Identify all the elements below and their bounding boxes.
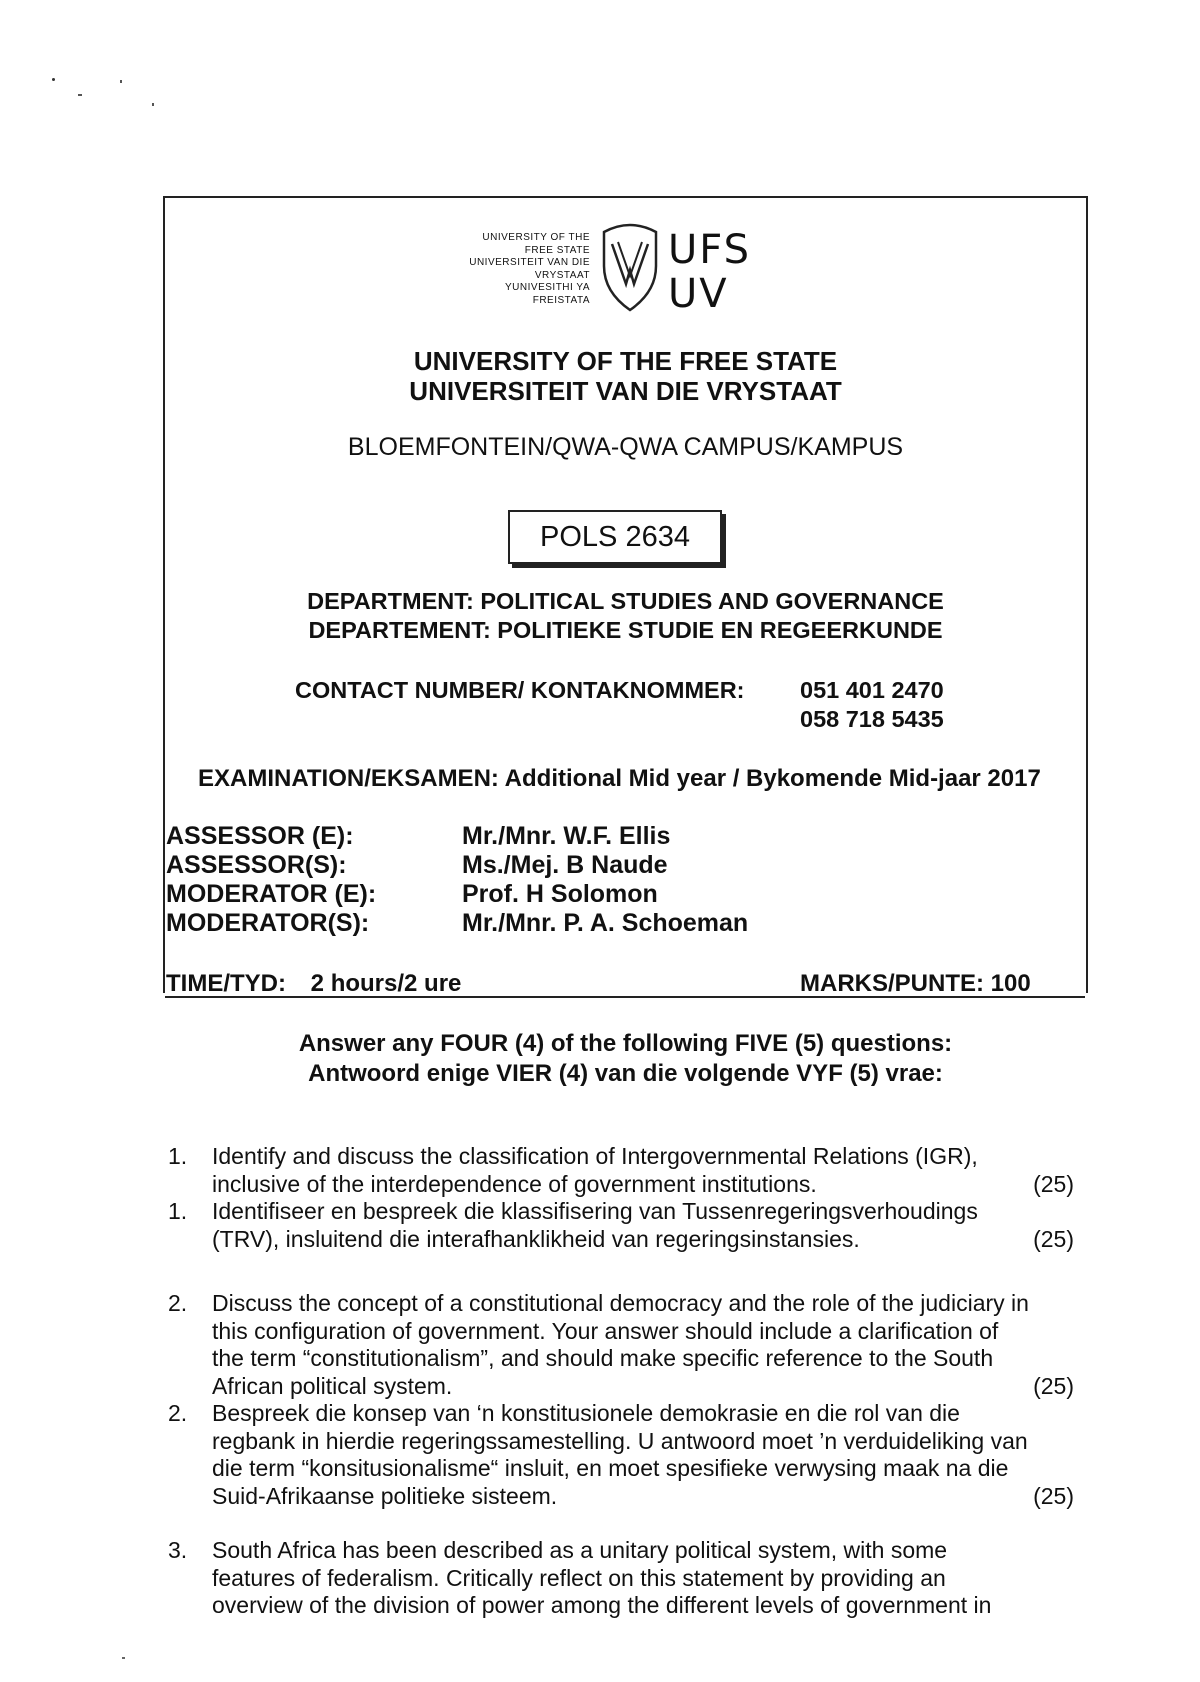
question-marks: (25) [1033, 1170, 1074, 1197]
scan-speck [78, 94, 82, 96]
scan-speck [52, 78, 55, 81]
question-last-line [212, 1483, 1074, 1511]
scan-speck [120, 80, 122, 83]
logo-code [668, 228, 751, 316]
question-line: features of federalism. Critically reflect on this statement by providing an [212, 1564, 946, 1591]
question-line: inclusive of the interdependence of government institutions. [212, 1170, 817, 1197]
marks-total: MARKS/PUNTE: 100 [800, 970, 1031, 997]
exam-label: EXAMINATION/EKSAMEN: [198, 765, 499, 792]
question-text [212, 1537, 1074, 1620]
exam-line [198, 765, 1041, 793]
question-marks: (25) [1033, 1482, 1074, 1509]
instruction-en: Answer any FOUR (4) of the following FIVE (5) questions: [298, 1030, 953, 1057]
logo-code-bottom: UV [668, 271, 729, 317]
department-en: DEPARTMENT: POLITICAL STUDIES AND GOVERNANCE [307, 588, 944, 614]
staff-label: MODERATOR (E): [166, 880, 377, 908]
question-line: Identify and discuss the classification of Intergovernmental Relations (IGR), [212, 1143, 978, 1169]
question-line: the term “constitutionalism”, and should make specific reference to the South [212, 1345, 994, 1371]
exam-value: Additional Mid year / Bykomende Mid-jaar 2017 [504, 765, 1041, 792]
logo-text-line: FREISTATA [532, 294, 590, 306]
contact-number: 058 718 5435 [800, 706, 944, 732]
question-line: overview of the division of power among the different levels of government in [212, 1592, 992, 1618]
question-number: 1. [168, 1198, 188, 1224]
staff-name: Prof. H Solomon [462, 880, 658, 908]
question-marks: (25) [1033, 1225, 1074, 1252]
staff-label: ASSESSOR(S): [166, 851, 347, 879]
question-line: South Africa has been described as a unitary political system, with some [212, 1537, 948, 1563]
logo-wordmark [440, 232, 590, 307]
question-last-line [212, 1373, 1074, 1401]
question-last-line [212, 1226, 1074, 1254]
question-text [212, 1290, 1074, 1400]
question-line: Suid-Afrikaanse politieke sisteem. [212, 1482, 558, 1509]
staff-name: Ms./Mej. B Naude [462, 851, 668, 879]
frame-bottom-rule [165, 996, 1085, 998]
question-text [212, 1143, 1074, 1198]
staff-name: Mr./Mnr. P. A. Schoeman [462, 909, 749, 937]
question-last-line [212, 1171, 1074, 1199]
university-name-af: UNIVERSITEIT VAN DIE VRYSTAAT [409, 376, 842, 406]
time-line [166, 970, 461, 998]
question-text [212, 1198, 1074, 1253]
question-marks: (25) [1033, 1372, 1074, 1399]
time-label: TIME/TYD: [166, 970, 286, 997]
staff-name: Mr./Mnr. W.F. Ellis [462, 822, 671, 850]
logo-text-line: YUNIVESITHI YA [505, 282, 590, 293]
logo-text-line: UNIVERSITY OF THE [482, 232, 590, 243]
course-code-box: POLS 2634 [508, 510, 722, 564]
question-line: (TRV), insluitend die interafhanklikheid van regeringsinstansies. [212, 1225, 860, 1252]
question-line: die term “konsitusionalisme“ insluit, en moet spesifieke verwysing maak na die [212, 1455, 1009, 1481]
question-number: 2. [168, 1400, 188, 1426]
logo-text-line: VRYSTAAT [534, 269, 590, 281]
logo-code-top: UFS [668, 227, 751, 273]
university-name-en: UNIVERSITY OF THE FREE STATE [413, 346, 838, 376]
scan-speck [152, 103, 154, 106]
question-line: African political system. [212, 1372, 453, 1399]
question-number: 3. [168, 1537, 188, 1563]
question-line: Discuss the concept of a constitutional democracy and the role of the judiciary in [212, 1290, 1029, 1316]
question-number: 1. [168, 1143, 188, 1169]
university-crest-icon [596, 222, 664, 314]
question-line: regbank in hierdie regeringssamestelling. U antwoord moet ’n verduideliking van [212, 1427, 1028, 1454]
logo-text-line: UNIVERSITEIT VAN DIE [469, 257, 590, 268]
question-line: Bespreek die konsep van ‘n konstitusionele demokrasie en die rol van die [212, 1400, 960, 1426]
campus-name: BLOEMFONTEIN/QWA-QWA CAMPUS/KAMPUS [347, 433, 904, 461]
staff-label: MODERATOR(S): [166, 909, 370, 937]
contact-label: CONTACT NUMBER/ KONTAKNOMMER: [295, 677, 745, 703]
staff-label: ASSESSOR (E): [166, 822, 354, 850]
time-value: 2 hours/2 ure [310, 970, 462, 997]
question-number: 2. [168, 1290, 188, 1316]
instruction-af: Antwoord enige VIER (4) van die volgende VYF (5) vrae: [308, 1060, 943, 1087]
question-line: this configuration of government. Your answer should include a clarification of [212, 1317, 999, 1344]
scan-speck [122, 1657, 125, 1659]
question-line: Identifiseer en bespreek die klassifisering van Tussenregeringsverhoudings [212, 1198, 978, 1224]
contact-number: 051 401 2470 [800, 677, 944, 703]
department-af: DEPARTEMENT: POLITIEKE STUDIE EN REGEERKUNDE [308, 617, 943, 643]
logo-text-line: FREE STATE [524, 244, 590, 256]
question-text [212, 1400, 1074, 1510]
